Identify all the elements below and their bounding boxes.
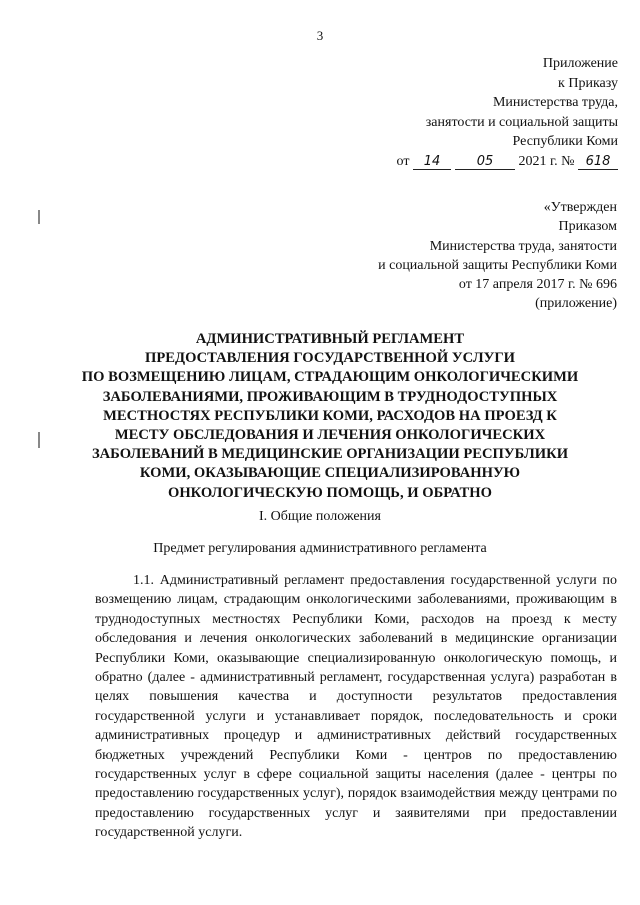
annex-line: Приложение — [542, 56, 618, 71]
scan-margin-mark — [38, 432, 40, 448]
title-line: КОМИ, ОКАЗЫВАЮЩИЕ СПЕЦИАЛИЗИРОВАННУЮ — [139, 465, 521, 482]
approved-line: «Утвержден — [543, 200, 617, 215]
title-line: ПО ВОЗМЕЩЕНИЮ ЛИЦАМ, СТРАДАЮЩИМ ОНКОЛОГИЧЕСКИМИ — [81, 369, 579, 386]
page-number: 3 — [316, 28, 324, 43]
approved-line: от 17 апреля 2017 г. № 696 — [458, 277, 617, 293]
date-prefix: от — [396, 153, 410, 169]
subject-heading: Предмет регулирования административного регламента — [153, 541, 487, 556]
date-year-suffix: 2021 г. № — [518, 153, 575, 169]
annex-line: занятости и социальной защиты — [425, 114, 618, 130]
scan-margin-mark — [38, 210, 40, 224]
title-line: ОНКОЛОГИЧЕСКУЮ ПОМОЩЬ, И ОБРАТНО — [167, 484, 492, 501]
handwritten-month: 05 — [455, 155, 515, 170]
title-line: ЗАБОЛЕВАНИЙ В МЕДИЦИНСКИЕ ОРГАНИЗАЦИИ РЕСПУБЛИКИ — [91, 446, 569, 463]
title-line: МЕСТНОСТЯХ РЕСПУБЛИКИ КОМИ, РАСХОДОВ НА ПРОЕЗД К — [103, 407, 557, 424]
document-title — [60, 330, 600, 503]
annex-line: Республики Коми — [512, 134, 618, 149]
paragraph-1-1: 1.1. Административный регламент предоставления государственной услуги по возмещению лицам, страдающим онкологическими заболеваниями, проживающим в труднодоступных местностях Республики Коми, расходов на проезд к месту обследования и лечения онкологических заболеваний в медицинские организации Республики Коми, оказывающие специализированную онкологическую помощь, и обратно (далее - административный регламент, государственная услуга) разработан в целях повышения качества и доступности результатов предоставления государственной услуги и устанавливает порядок, последовательность и сроки административных процедур и административных действий государственных бюджетных учреждений Республики Коми - центров по предоставлению государственных услуг в сфере социальной защиты населения (далее - центры по предоставлению государственных услуг), порядок взаимодействия между центрами по предоставлению государственных услуг и заявителями при предоставлении государственной услуги. — [95, 573, 617, 841]
approved-line: и социальной защиты Республики Коми — [378, 257, 617, 273]
annex-line: Министерства труда, — [492, 95, 618, 110]
title-line: АДМИНИСТРАТИВНЫЙ РЕГЛАМЕНТ — [195, 331, 465, 347]
approved-line: Приказом — [558, 219, 617, 235]
order-date-line — [397, 152, 618, 172]
annex-block — [397, 54, 618, 171]
handwritten-order-number: 618 — [578, 155, 618, 170]
annex-line: к Приказу — [558, 75, 618, 91]
title-line: ПРЕДОСТАВЛЕНИЯ ГОСУДАРСТВЕННОЙ УСЛУГИ — [145, 350, 515, 367]
section-heading: I. Общие положения — [259, 509, 381, 524]
approved-line: (приложение) — [535, 296, 617, 312]
approved-block — [378, 198, 617, 314]
title-line: МЕСТУ ОБСЛЕДОВАНИЯ И ЛЕЧЕНИЯ ОНКОЛОГИЧЕСКИХ — [114, 427, 546, 444]
handwritten-day: 14 — [413, 155, 451, 170]
approved-line: Министерства труда, занятости — [429, 238, 617, 254]
title-line: ЗАБОЛЕВАНИЯМИ, ПРОЖИВАЮЩИМ В ТРУДНОДОСТУПНЫХ — [102, 388, 558, 405]
